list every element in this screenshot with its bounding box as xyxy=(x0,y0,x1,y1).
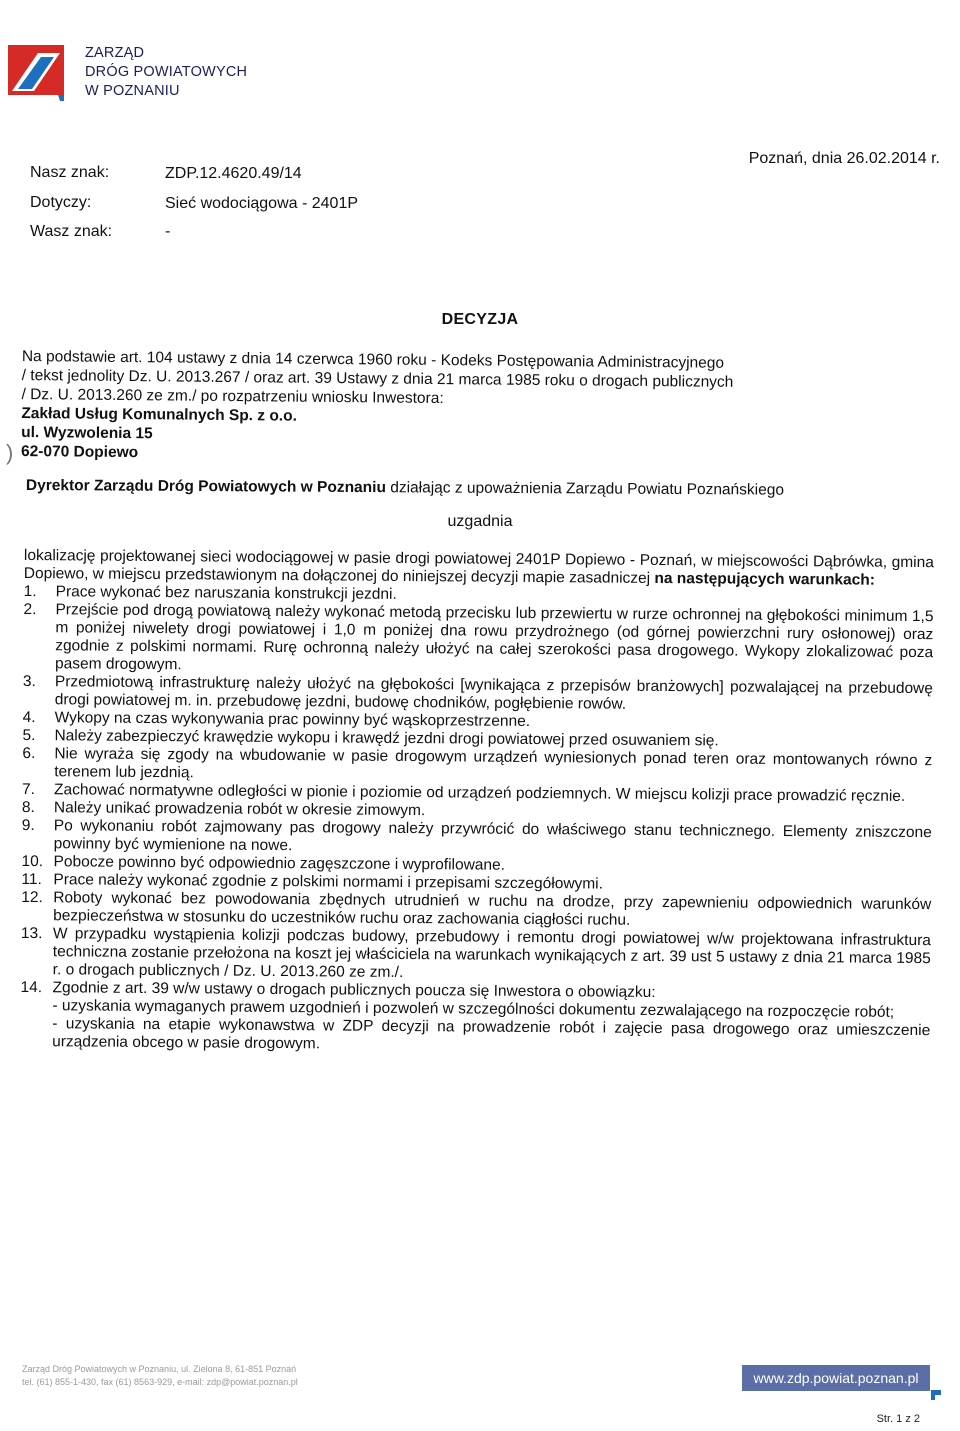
agree-word: uzgadnia xyxy=(447,513,513,530)
page-number: Str. 1 z 2 xyxy=(876,1413,920,1425)
obligation-item: - uzyskania na etapie wykonawstwa w ZDP decyzji na prowadzenie robót i zajęcie pasa drogowego oraz umieszczenie urządzenia obcego w pasie drogowym. xyxy=(52,1015,931,1053)
investor-street: ul. Wyzwolenia 15 xyxy=(21,423,153,443)
footer-address xyxy=(22,1363,298,1389)
director-authority: działając z upoważnienia Zarządu Powiatu Poznańskiego xyxy=(385,479,785,499)
condition-text: Pobocze powinno być odpowiednio zagęszczone i wyprofilowane. xyxy=(53,853,506,874)
decision-title: DECYZJA xyxy=(441,311,519,328)
director-title: Dyrektor Zarządu Dróg Powiatowych w Poznaniu xyxy=(25,477,386,497)
scope-conditions-lead: na następujących warunkach: xyxy=(650,569,876,589)
website-link[interactable]: www.zdp.powiat.poznan.pl xyxy=(742,1365,930,1391)
condition-text: Prace należy wykonać zgodnie z polskimi normami i przepisami szczegółowymi. xyxy=(53,871,604,893)
subject-value: Sieć wodociągowa - 2401P xyxy=(165,195,359,212)
condition-number: 11. xyxy=(21,870,42,889)
director-statement xyxy=(26,477,946,501)
conditions-list xyxy=(20,583,933,1004)
our-ref-value: ZDP.12.4620.49/14 xyxy=(165,165,302,182)
condition-text: W przypadku wystąpienia kolizji podczas budowy, przebudowy i remontu drogi powiatowej w/w projektowana infrastruktura techniczna zostanie przełożona na koszt jej właściciela na warunkach wynikających z art. 39 ust 5 ustawy z dnia 21 marca 1985 r. o drogach publicznych / Dz. U. 2013.260 ze zm./. xyxy=(52,925,932,981)
condition-number: 2. xyxy=(23,600,37,619)
condition-item xyxy=(21,925,931,986)
condition-text: Zachować normatywne odległości w pionie i poziomie od urządzeń podziemnych. W miejscu kolizji prace prowadzić ręcznie. xyxy=(54,781,906,805)
condition-text: Należy unikać prowadzenia robót w okresie zimowym. xyxy=(53,799,426,820)
condition-text: Po wykonaniu robót zajmowany pas drogowy należy przywrócić do właściwego stanu technicznego. Elementy zniszczone powinny być wymienione na nowe. xyxy=(53,817,932,855)
margin-mark: ) xyxy=(6,440,14,465)
condition-number: 5. xyxy=(22,726,36,745)
organization-name xyxy=(85,44,247,101)
organization-name-line3: W POZNANIU xyxy=(85,83,180,99)
condition-item xyxy=(23,601,934,680)
condition-text: Należy zabezpieczyć krawędzie wykopu i krawędź jezdni drogi powiatowej przed osuwaniem się. xyxy=(54,727,719,750)
your-ref-value: - xyxy=(165,223,171,240)
condition-text: Roboty wykonać bez powodowania zbędnych utrudnień w ruchu na drodze, przy zapewnieniu odpowiednich warunków bezpieczeństwa w stosunku do uczestników ruchu oraz zachowania ciągłości ruchu. xyxy=(53,889,932,929)
condition-number: 9. xyxy=(21,816,35,835)
decision-body xyxy=(20,547,934,1058)
condition-number: 13. xyxy=(20,924,43,943)
zdp-logo-icon xyxy=(8,45,64,101)
condition-number: 12. xyxy=(21,888,43,907)
condition-text: Zgodnie z art. 39 w/w ustawy o drogach publicznych poucza się Inwestora o obowiązku: xyxy=(52,979,656,1001)
document-date: Poznań, dnia 26.02.2014 r. xyxy=(748,150,940,167)
footer-address-line1: Zarząd Dróg Powiatowych w Poznaniu, ul. Zielona 8, 61-851 Poznań xyxy=(22,1364,297,1374)
condition-number: 6. xyxy=(22,744,36,763)
our-ref-label: Nasz znak: xyxy=(30,164,110,181)
condition-number: 1. xyxy=(23,582,37,601)
condition-number: 7. xyxy=(22,780,36,799)
organization-name-line2: DRÓG POWIATOWYCH xyxy=(85,64,248,80)
condition-number: 3. xyxy=(22,672,36,691)
condition-text: Nie wyraża się zgody na wbudowanie w pasie drogowym urządzeń wyniesionych ponad teren oraz montowanych równo z terenem lub jezdnią. xyxy=(54,745,933,782)
obligation-item: - uzyskania wymaganych prawem uzgodnień i pozwoleń w szczególności dokumentu zezwalającego na rozpoczęcie robót; xyxy=(52,997,895,1021)
condition-number: 14. xyxy=(20,978,43,997)
investor-name: Zakład Usług Komunalnych Sp. z o.o. xyxy=(21,404,298,425)
condition-text: Przejście pod drogą powiatową należy wykonać metodą przecisku lub przewiertu w rurze ochronnej na głębokości minimum 1,5 m poniżej niwelety drogi powiatowej i 1,0 m poniżej dna rowu przydrożnego (od górnej powierzchni rury osłonowej) oraz zgodnie z polskimi normami. Rurę ochronną należy ułożyć na całej szerokości pasa drogowego. Wykopy zlokalizować poza pasem drogowym. xyxy=(55,601,934,674)
legal-basis-line1: Na podstawie art. 104 ustawy z dnia 14 czerwca 1960 roku - Kodeks Postępowania Administracyjnego xyxy=(21,347,725,372)
footer-address-line2: tel. (61) 855-1-430, fax (61) 8563-929, e-mail: zdp@powiat.poznan.pl xyxy=(22,1377,298,1387)
condition-text: Wykopy na czas wykonywania prac powinny być wąskoprzestrzenne. xyxy=(54,709,531,730)
organization-name-line1: ZARZĄD xyxy=(85,45,145,61)
legal-basis-line2: / tekst jednolity Dz. U. 2013.267 / oraz art. 39 Ustawy z dnia 21 marca 1985 roku o drogach publicznych xyxy=(21,366,734,391)
condition-number: 8. xyxy=(21,798,35,817)
scope-text: lokalizację projektowanej sieci wodociągowej w pasie drogi powiatowej 2401P Dopiewo - Poznań, w miejscowości Dąbrówka, gmina Dopiewo, w miejscu przedstawionym na dołączonej do niniejszej decyzji mapie zasadniczej xyxy=(23,547,934,587)
legal-basis-line3: / Dz. U. 2013.260 ze zm./ po rozpatrzeniu wniosku Inwestora: xyxy=(21,385,444,408)
condition-text: Przedmiotową infrastrukturę należy ułożyć na głębokości [wynikająca z przepisów branżowych] pozwalającej na przebudowę drogi powiatowej m. in. przebudowę jezdni, budowę chodników, pogłębienie rowów. xyxy=(54,673,933,713)
condition-number: 4. xyxy=(22,708,36,727)
your-ref-label: Wasz znak: xyxy=(30,223,113,240)
subject-label: Dotyczy: xyxy=(30,194,92,211)
legal-basis xyxy=(21,347,940,470)
investor-city: 62-070 Dopiewo xyxy=(20,442,139,462)
logo-corner-icon xyxy=(931,1390,941,1400)
condition-text: Prace wykonać bez naruszania konstrukcji jezdni. xyxy=(55,583,397,603)
condition-number: 10. xyxy=(21,852,44,871)
